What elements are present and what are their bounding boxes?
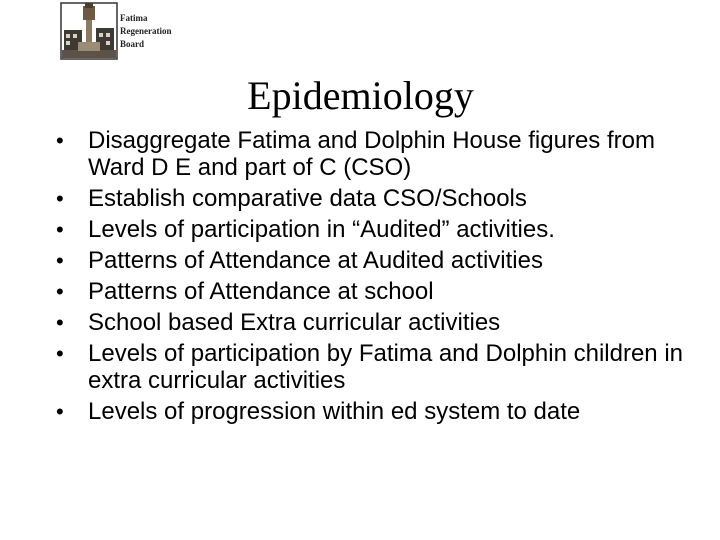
bullet-text: Levels of participation by Fatima and Dolphin children in extra curricular activities [88, 340, 683, 394]
bullet-icon: • [56, 399, 64, 424]
bullet-icon: • [56, 217, 64, 242]
list-item [56, 127, 696, 181]
logo-line-1: Fatima [120, 13, 148, 23]
bullet-text: Establish comparative data CSO/Schools [88, 185, 527, 212]
bullet-icon: • [56, 128, 64, 153]
list-item [56, 185, 696, 212]
logo-line-2: Regeneration [120, 26, 172, 36]
bullet-icon: • [56, 341, 64, 366]
bullet-icon: • [56, 310, 64, 335]
bullet-icon: • [56, 279, 64, 304]
list-item [56, 309, 696, 336]
bullet-text: Levels of progression within ed system to date [88, 398, 581, 425]
slide-title-container [0, 72, 720, 120]
bullet-icon: • [56, 248, 64, 273]
logo-emblem-icon [58, 0, 120, 62]
list-item [56, 278, 696, 305]
list-item [56, 398, 696, 425]
bullet-icon: • [56, 186, 64, 211]
regeneration-board-logo-image [58, 0, 120, 62]
bullet-text: Levels of participation in “Audited” activities. [88, 216, 555, 243]
bullet-text: Patterns of Attendance at Audited activities [88, 247, 543, 274]
bullet-text: Disaggregate Fatima and Dolphin House figures from Ward D E and part of C (CSO) [88, 127, 655, 181]
logo-line-3: Board [120, 39, 145, 49]
list-item [56, 340, 696, 394]
bullet-text: School based Extra curricular activities [88, 309, 501, 336]
list-item [56, 247, 696, 274]
logo-text-block [120, 12, 172, 51]
bullet-list [56, 127, 696, 429]
slide-title: Epidemiology [247, 73, 474, 118]
list-item [56, 216, 696, 243]
bullet-text: Patterns of Attendance at school [88, 278, 434, 305]
